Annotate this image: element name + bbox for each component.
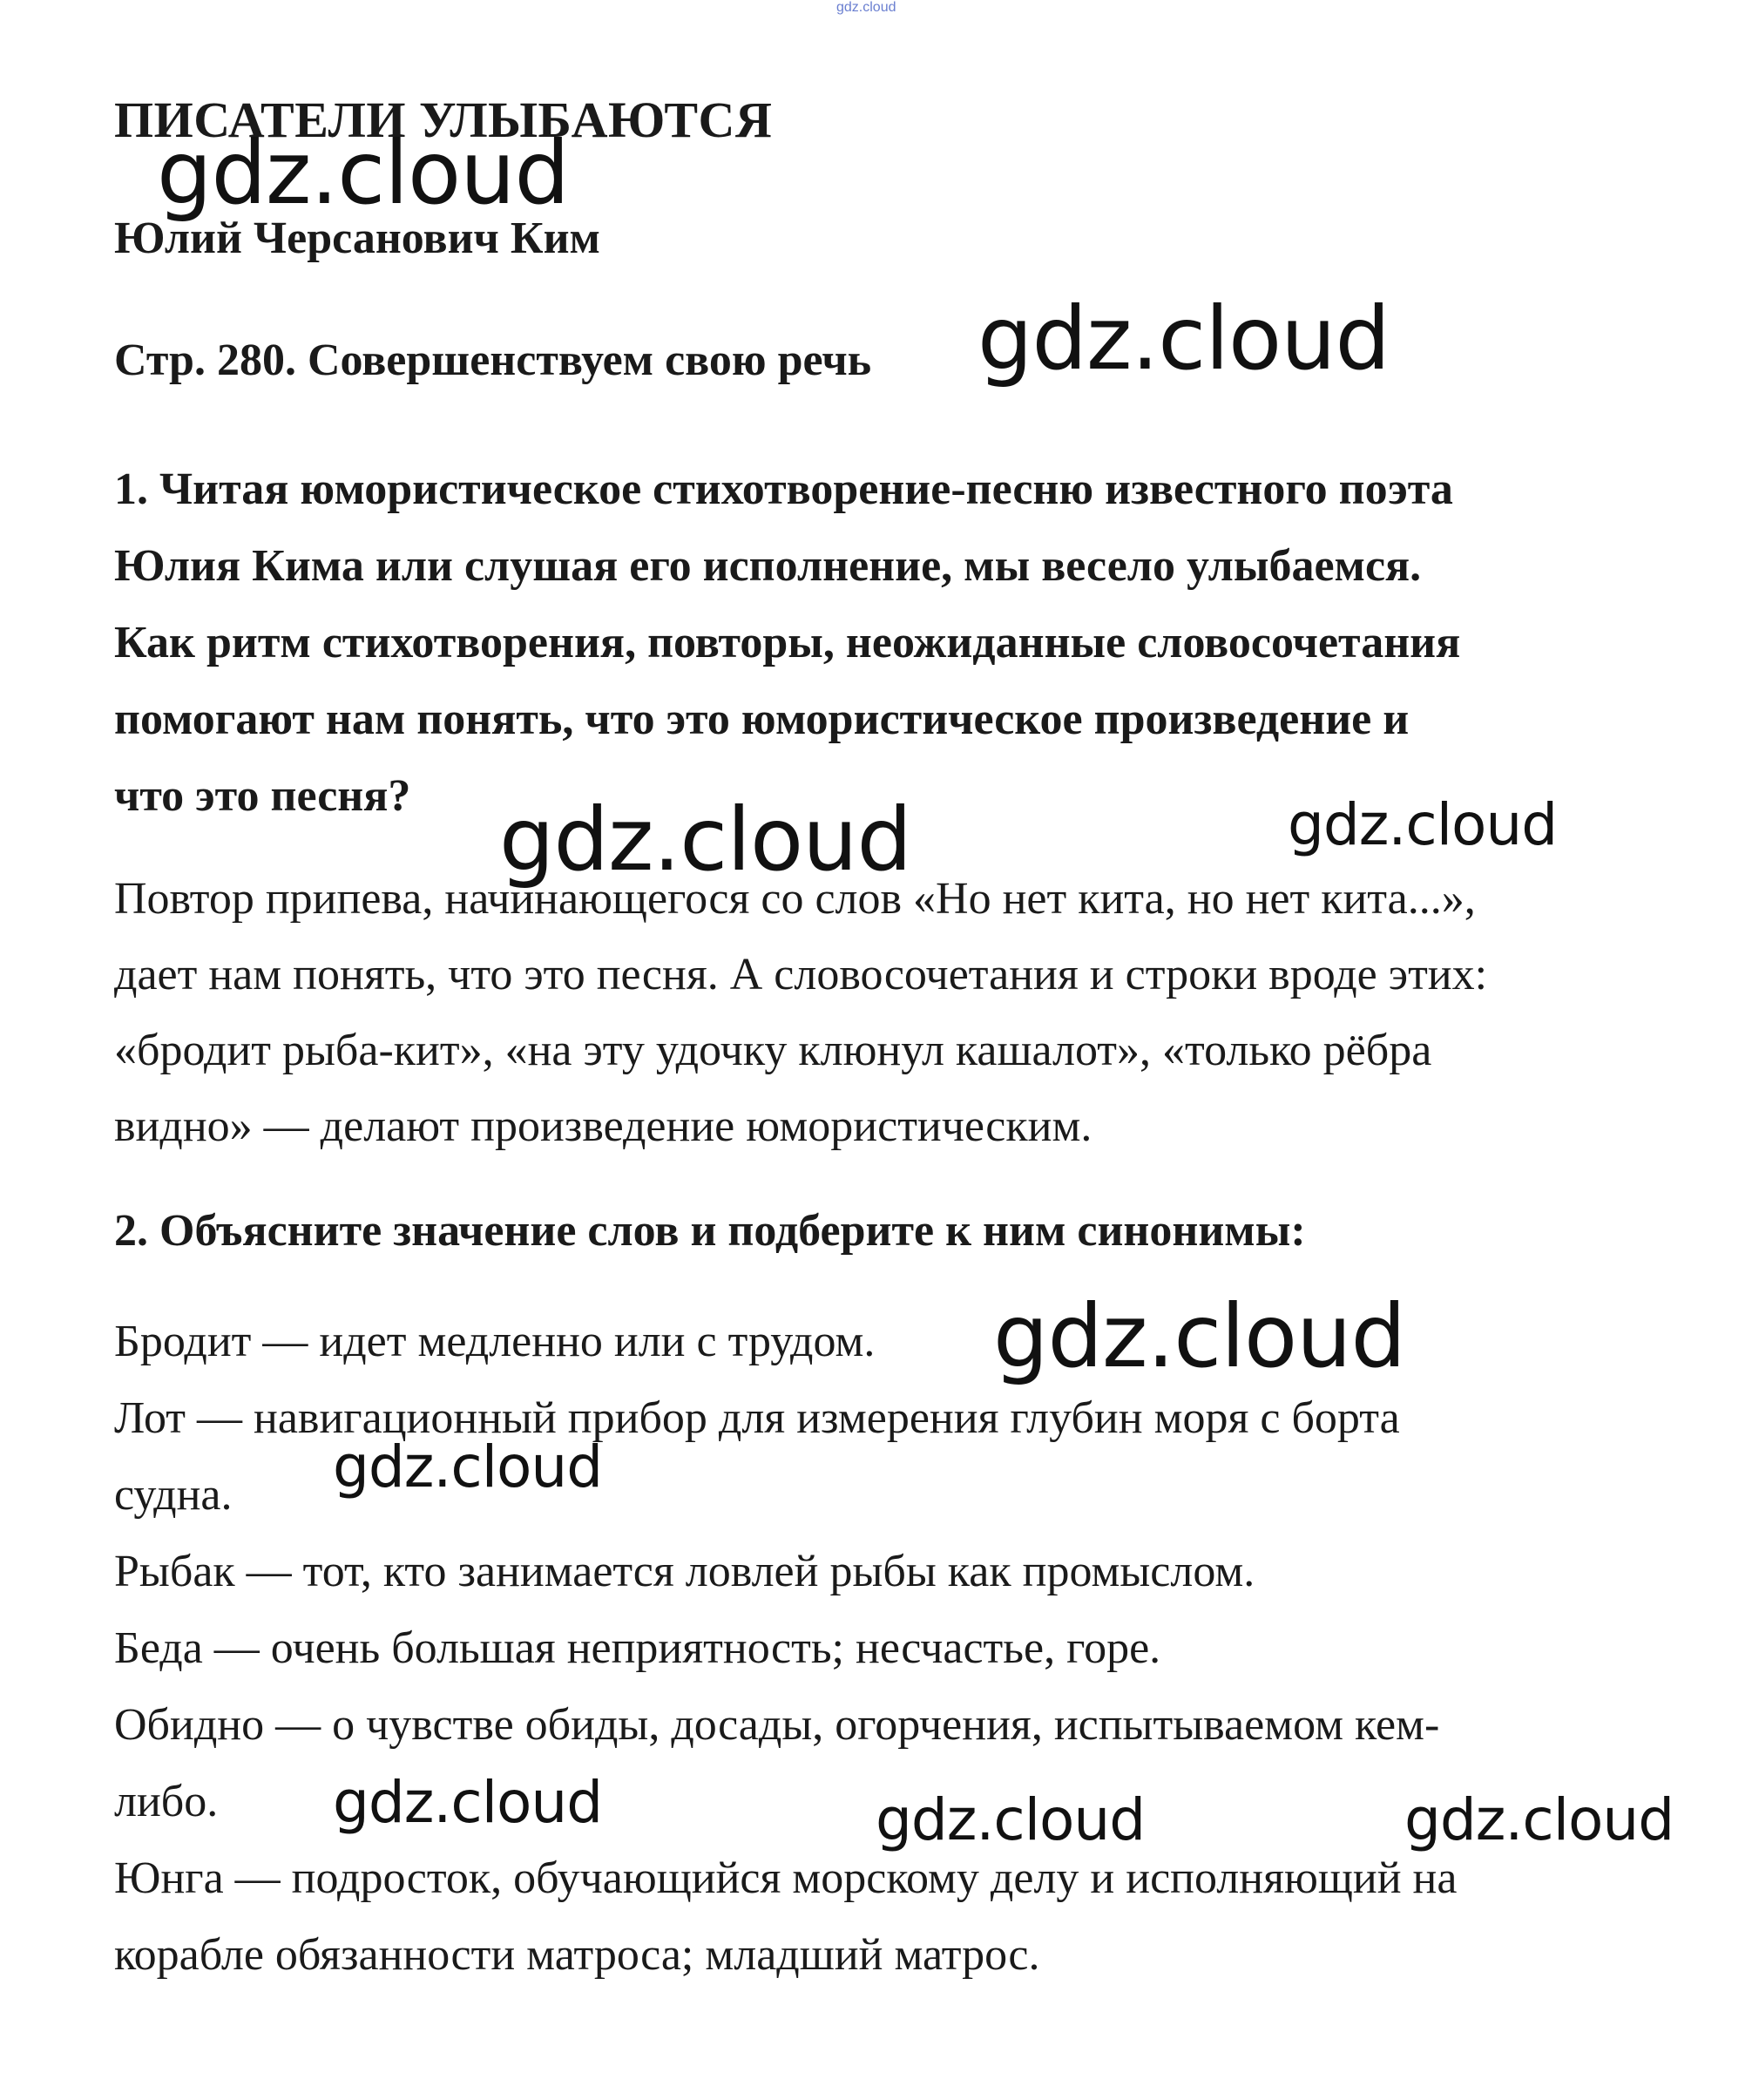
page-title: ПИСАТЕЛИ УЛЫБАЮТСЯ [114,91,773,148]
answer-1-line: «бродит рыба-кит», «на эту удочку клюнул кашалот», «только рёбра [114,1026,1432,1075]
definitions-list [114,1304,1665,1994]
watermark: gdz.cloud [499,789,912,891]
watermark: gdz.cloud [157,122,570,224]
definition-item: Беда — очень большая неприятность; несчастье, горе. [114,1623,1161,1673]
question-1-line: что это песня? [114,771,411,821]
section-heading: Стр. 280. Совершенствуем свою речь [114,335,872,385]
author-name: Юлий Черсанович Ким [114,213,600,263]
question-1 [114,451,1665,835]
watermark: gdz.cloud [1404,1786,1674,1853]
answer-1 [114,861,1682,1164]
definition-item: Рыбак — тот, кто занимается ловлей рыбы как промыслом. [114,1547,1255,1596]
watermark: gdz.cloud [876,1786,1146,1853]
watermark: gdz.cloud [333,1433,603,1500]
definition-item: Юнга — подросток, обучающийся морскому делу и исполняющий на [114,1853,1458,1903]
question-1-line: 1. Читая юмористическое стихотворение-песню известного поэта [114,464,1453,514]
definition-item: корабле обязанности матроса; младший матрос. [114,1930,1040,1980]
answer-1-line: Повтор припева, начинающегося со слов «Но нет кита, но нет кита...», [114,874,1476,924]
header-watermark: gdz.cloud [836,0,896,15]
watermark: gdz.cloud [993,1285,1406,1387]
definition-item: судна. [114,1470,233,1520]
question-1-line: Как ритм стихотворения, повторы, неожиданные словосочетания [114,618,1461,667]
definition-item: Обидно — о чувстве обиды, досады, огорчения, испытываемом кем- [114,1700,1440,1750]
watermark: gdz.cloud [333,1769,603,1836]
definition-item: Бродит — идет медленно или с трудом. [114,1317,876,1366]
question-1-line: помогают нам понять, что это юмористическое произведение и [114,694,1410,744]
question-2: 2. Объясните значение слов и подберите к ним синонимы: [114,1206,1306,1256]
definition-item: Лот — навигационный прибор для измерения глубин моря с борта [114,1393,1400,1443]
question-1-line: Юлия Кима или слушая его исполнение, мы весело улыбаемся. [114,541,1422,591]
answer-1-line: видно» — делают произведение юмористическим. [114,1101,1092,1151]
watermark: gdz.cloud [1288,791,1558,858]
definition-item: либо. [114,1777,219,1826]
watermark: gdz.cloud [977,288,1390,390]
answer-1-line: дает нам понять, что это песня. А словосочетания и строки вроде этих: [114,950,1488,999]
